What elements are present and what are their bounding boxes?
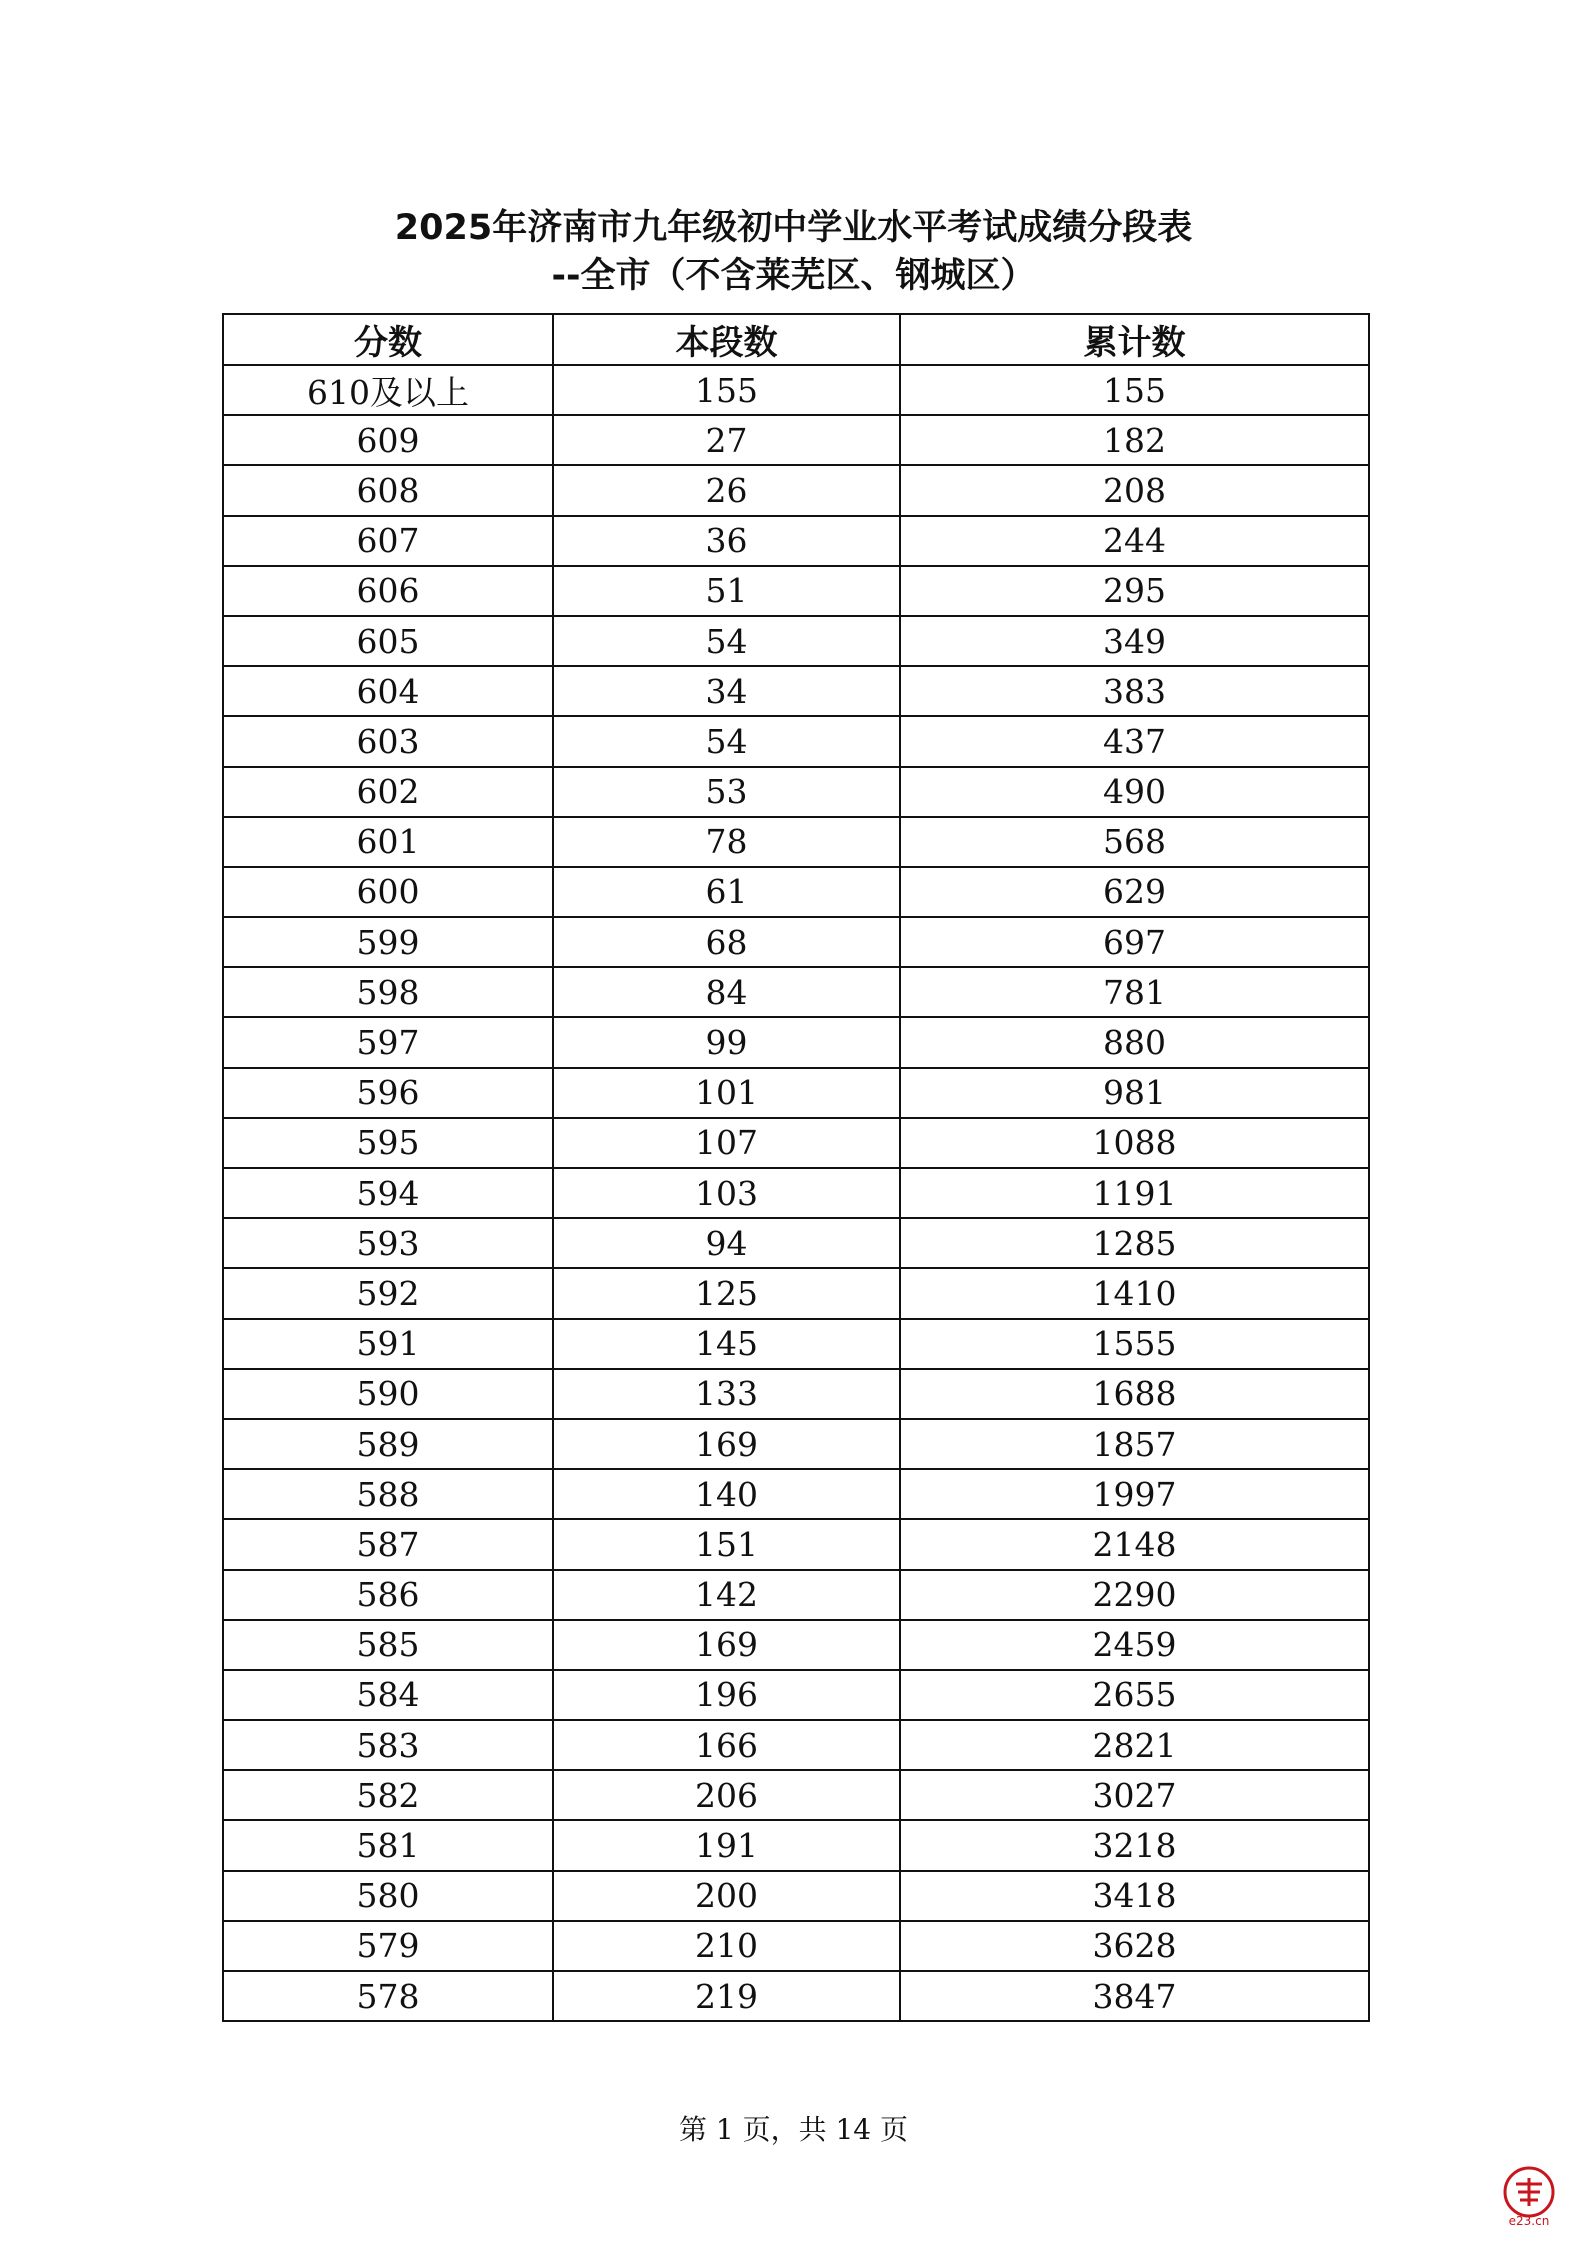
cell-score: 585 [223,1620,553,1670]
cell-score: 600 [223,867,553,917]
cell-segment-count: 133 [553,1369,900,1419]
cell-cumulative-count: 568 [900,817,1369,867]
cell-cumulative-count: 1688 [900,1369,1369,1419]
cell-segment-count: 53 [553,767,900,817]
cell-score: 586 [223,1570,553,1620]
cell-score: 606 [223,566,553,616]
header-cumulative-count: 累计数 [900,314,1369,365]
cell-cumulative-count: 1088 [900,1118,1369,1168]
cell-segment-count: 68 [553,917,900,967]
cell-score: 598 [223,967,553,1017]
table-header-row [223,314,1369,365]
table-row [223,1218,1369,1268]
cell-cumulative-count: 2290 [900,1570,1369,1620]
table-row [223,1770,1369,1820]
cell-score: 582 [223,1770,553,1820]
table-row [223,1068,1369,1118]
document-title: 2025年济南市九年级初中学业水平考试成绩分段表 [394,208,1193,248]
table-row [223,817,1369,867]
table-row [223,1720,1369,1770]
header-score: 分数 [223,314,553,365]
cell-segment-count: 166 [553,1720,900,1770]
cell-cumulative-count: 349 [900,616,1369,666]
cell-score: 578 [223,1971,553,2021]
e23-logo-icon [1496,2162,1562,2228]
table-row [223,1319,1369,1369]
cell-cumulative-count: 295 [900,566,1369,616]
header-segment-count: 本段数 [553,314,900,365]
table-row [223,1921,1369,1971]
table-row [223,716,1369,766]
cell-segment-count: 51 [553,566,900,616]
cell-segment-count: 142 [553,1570,900,1620]
table-row [223,1871,1369,1921]
cell-cumulative-count: 880 [900,1017,1369,1067]
table-row [223,1268,1369,1318]
cell-score: 610及以上 [223,365,553,415]
table-row [223,1570,1369,1620]
cell-segment-count: 36 [553,516,900,566]
table-row [223,1670,1369,1720]
table-row [223,465,1369,515]
cell-segment-count: 125 [553,1268,900,1318]
table-row [223,1971,1369,2021]
cell-segment-count: 200 [553,1871,900,1921]
cell-segment-count: 107 [553,1118,900,1168]
cell-segment-count: 210 [553,1921,900,1971]
cell-score: 589 [223,1419,553,1469]
cell-segment-count: 78 [553,817,900,867]
cell-segment-count: 34 [553,666,900,716]
cell-segment-count: 27 [553,415,900,465]
cell-cumulative-count: 1410 [900,1268,1369,1318]
table-row [223,566,1369,616]
cell-score: 584 [223,1670,553,1720]
cell-segment-count: 103 [553,1168,900,1218]
cell-cumulative-count: 1285 [900,1218,1369,1268]
cell-cumulative-count: 3418 [900,1871,1369,1921]
table-body [223,365,1369,2021]
cell-cumulative-count: 3027 [900,1770,1369,1820]
cell-segment-count: 169 [553,1620,900,1670]
cell-segment-count: 140 [553,1469,900,1519]
cell-segment-count: 26 [553,465,900,515]
cell-score: 579 [223,1921,553,1971]
cell-segment-count: 206 [553,1770,900,1820]
cell-score: 603 [223,716,553,766]
cell-score: 595 [223,1118,553,1168]
table-row [223,365,1369,415]
table-row [223,767,1369,817]
cell-cumulative-count: 208 [900,465,1369,515]
cell-segment-count: 101 [553,1068,900,1118]
cell-cumulative-count: 981 [900,1068,1369,1118]
cell-score: 601 [223,817,553,867]
cell-cumulative-count: 490 [900,767,1369,817]
cell-segment-count: 155 [553,365,900,415]
cell-score: 580 [223,1871,553,1921]
cell-score: 607 [223,516,553,566]
cell-cumulative-count: 2459 [900,1620,1369,1670]
cell-score: 602 [223,767,553,817]
document-subtitle: --全市（不含莱芜区、钢城区） [551,256,1036,296]
table-row [223,616,1369,666]
cell-score: 583 [223,1720,553,1770]
cell-segment-count: 54 [553,616,900,666]
cell-cumulative-count: 2821 [900,1720,1369,1770]
page-number: 第 1 页，共 14 页 [678,2113,909,2146]
table-row [223,1820,1369,1870]
table-row [223,867,1369,917]
cell-score: 594 [223,1168,553,1218]
table-row [223,1118,1369,1168]
cell-score: 590 [223,1369,553,1419]
cell-segment-count: 219 [553,1971,900,2021]
table-row [223,1469,1369,1519]
cell-score: 588 [223,1469,553,1519]
cell-score: 609 [223,415,553,465]
table-row [223,1168,1369,1218]
cell-score: 597 [223,1017,553,1067]
score-distribution-table [222,313,1370,2022]
cell-cumulative-count: 383 [900,666,1369,716]
cell-segment-count: 99 [553,1017,900,1067]
table-row [223,1519,1369,1569]
cell-score: 608 [223,465,553,515]
cell-segment-count: 145 [553,1319,900,1369]
table-row [223,516,1369,566]
cell-cumulative-count: 3847 [900,1971,1369,2021]
cell-cumulative-count: 1191 [900,1168,1369,1218]
cell-segment-count: 84 [553,967,900,1017]
table-row [223,1369,1369,1419]
cell-cumulative-count: 629 [900,867,1369,917]
cell-cumulative-count: 1997 [900,1469,1369,1519]
cell-cumulative-count: 3628 [900,1921,1369,1971]
cell-score: 587 [223,1519,553,1569]
cell-score: 591 [223,1319,553,1369]
cell-segment-count: 169 [553,1419,900,1469]
cell-score: 581 [223,1820,553,1870]
cell-cumulative-count: 1857 [900,1419,1369,1469]
cell-score: 604 [223,666,553,716]
logo-text: e23.cn [1508,2214,1550,2228]
cell-cumulative-count: 3218 [900,1820,1369,1870]
cell-segment-count: 94 [553,1218,900,1268]
cell-score: 605 [223,616,553,666]
cell-cumulative-count: 781 [900,967,1369,1017]
table-row [223,1620,1369,1670]
table-row [223,967,1369,1017]
cell-score: 593 [223,1218,553,1268]
cell-cumulative-count: 2655 [900,1670,1369,1720]
cell-cumulative-count: 1555 [900,1319,1369,1369]
cell-cumulative-count: 437 [900,716,1369,766]
cell-score: 592 [223,1268,553,1318]
table-row [223,1419,1369,1469]
cell-cumulative-count: 697 [900,917,1369,967]
cell-score: 599 [223,917,553,967]
cell-cumulative-count: 2148 [900,1519,1369,1569]
cell-cumulative-count: 182 [900,415,1369,465]
cell-segment-count: 196 [553,1670,900,1720]
table-row [223,415,1369,465]
cell-score: 596 [223,1068,553,1118]
table-row [223,1017,1369,1067]
cell-segment-count: 61 [553,867,900,917]
cell-segment-count: 54 [553,716,900,766]
cell-cumulative-count: 155 [900,365,1369,415]
cell-segment-count: 151 [553,1519,900,1569]
table-row [223,917,1369,967]
table-row [223,666,1369,716]
cell-segment-count: 191 [553,1820,900,1870]
cell-cumulative-count: 244 [900,516,1369,566]
